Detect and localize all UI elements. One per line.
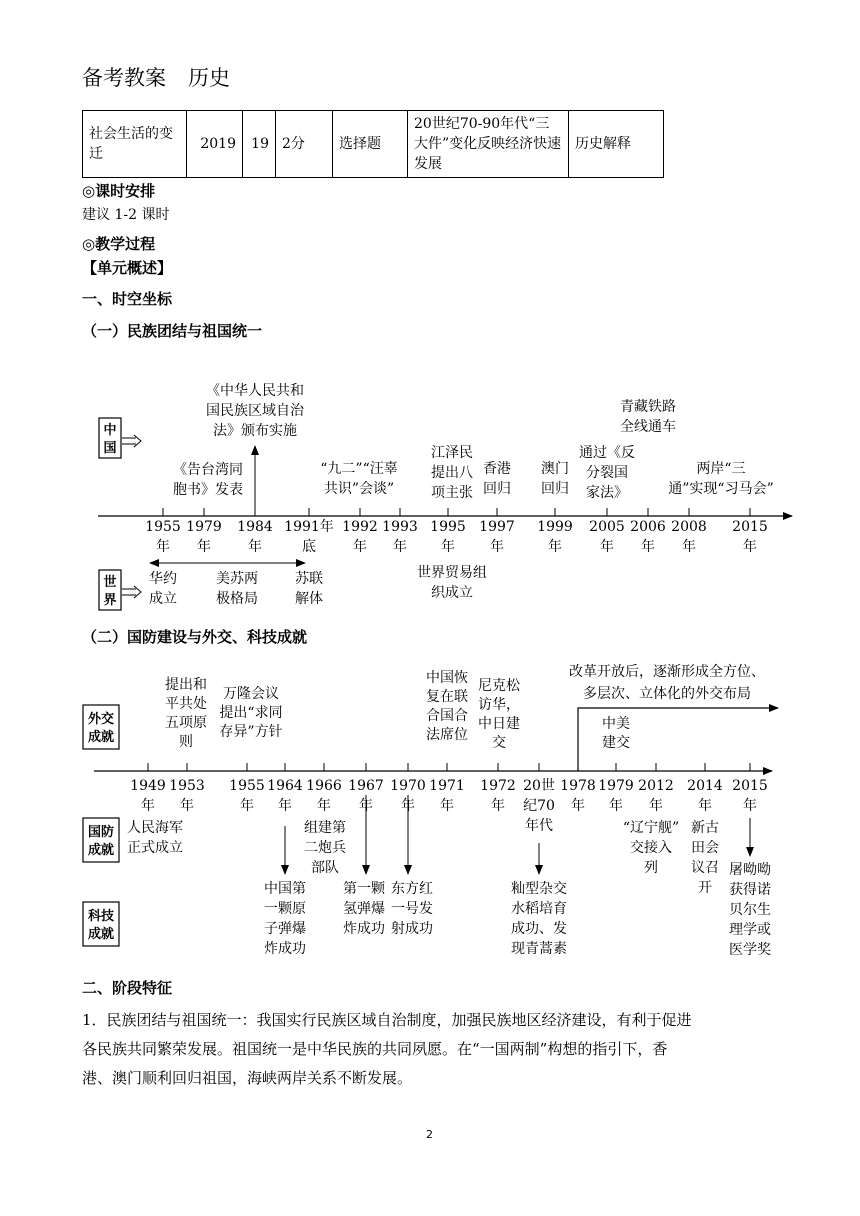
para-line: 港、澳门顺利回归祖国，海峡两岸关系不断发展。	[82, 1069, 413, 1087]
tick-year-label: 2012	[638, 778, 674, 794]
tick-suffix-label: 年	[743, 539, 757, 555]
china-event: 《告台湾同	[173, 462, 243, 478]
tick-year-label: 1964	[267, 778, 303, 794]
defense-event: 田会	[691, 840, 719, 856]
tick-suffix-label: 年	[393, 539, 407, 555]
tick-suffix-label: 年	[317, 798, 331, 814]
diplomacy-event: 存异”方针	[219, 724, 283, 740]
header-title: 备考教案	[82, 66, 166, 90]
diplomacy-event: 提出“求同	[219, 705, 283, 721]
diplomacy-event: 尼克松	[478, 678, 520, 694]
tick-year-label: 1966	[306, 778, 342, 794]
science-event: 医学奖	[729, 942, 771, 958]
timeline1-events	[149, 382, 774, 607]
header-subject: 历史	[188, 66, 230, 90]
china-label-1: 中	[103, 423, 117, 438]
tick-suffix-label: 年	[440, 798, 454, 814]
diplomacy-event: 建交	[602, 735, 630, 751]
science-event: 获得诺	[729, 882, 771, 898]
tick-year-label: 1993	[382, 519, 418, 535]
science-event: 屠呦呦	[729, 862, 771, 878]
tick-suffix-label: 年	[141, 798, 155, 814]
china-event: 回归	[541, 481, 569, 497]
china-event: 通过《反	[579, 445, 635, 461]
diplomacy-event: 提出和	[165, 677, 207, 693]
process-heading: ◎教学过程	[82, 235, 156, 253]
china-event: 提出八	[431, 465, 473, 481]
tick-era-label: 年代	[525, 818, 553, 834]
tick-suffix-label: 年	[401, 798, 415, 814]
diplomacy-event: 中国恢	[426, 670, 468, 686]
tick-year-label: 1955	[145, 519, 181, 535]
tick-year-label: 1984	[237, 519, 273, 535]
table-cell: 19	[243, 111, 276, 178]
tick-suffix-label: 年	[353, 539, 367, 555]
tick-suffix-label: 年	[609, 798, 623, 814]
tick-suffix-label: 年	[698, 798, 712, 814]
tick-suffix-label: 年	[278, 798, 292, 814]
defense-event: 组建第	[304, 820, 346, 836]
tick-year-label: 2015	[732, 519, 768, 535]
defense-label-1: 国防	[87, 825, 115, 840]
china-event: 青藏铁路	[620, 399, 676, 415]
science-event: 氢弹爆	[343, 901, 385, 917]
tick-suffix-label: 年	[359, 798, 373, 814]
china-event: 项主张	[431, 485, 473, 501]
tick-suffix-label: 年	[248, 539, 262, 555]
section1-title: 一、时空坐标	[82, 290, 173, 308]
schedule-text: 建议 1-2 课时	[82, 207, 170, 223]
tick-suffix-label: 年	[548, 539, 562, 555]
tick-suffix-label: 年	[649, 798, 663, 814]
science-event: 理学或	[729, 922, 771, 938]
china-event: 分裂国	[586, 465, 628, 481]
china-event: 共识”会谈”	[323, 481, 395, 497]
diplomacy-event: 改革开放后，逐渐形成全方位、	[569, 664, 765, 680]
science-event: 第一颗	[343, 881, 385, 897]
diplomacy-event: 中日建	[478, 716, 520, 732]
tick-year-label: 1999	[537, 519, 573, 535]
world-event: 世界贸易组	[417, 565, 487, 581]
tick-suffix-label: 年	[571, 798, 585, 814]
world-label-1: 世	[103, 575, 117, 590]
unit-heading: 【单元概述】	[82, 259, 173, 277]
tick-year-label: 1979	[598, 778, 634, 794]
china-event: 全线通车	[620, 419, 676, 435]
diplomacy-event: 万隆会议	[223, 686, 279, 702]
diplomacy-event: 平共处	[165, 696, 207, 712]
china-event: 香港	[483, 461, 511, 477]
table-cell: 社会生活的变迁	[83, 111, 187, 178]
defense-label-2: 成就	[87, 843, 115, 858]
diplomacy-event: 复在联	[426, 689, 468, 705]
world-label-2: 界	[103, 593, 117, 608]
defense-event: 议召	[691, 860, 719, 876]
schedule-heading: ◎课时安排	[82, 182, 156, 200]
defense-event: “辽宁舰”	[622, 820, 680, 836]
table-cell: 2019	[187, 111, 243, 178]
defense-event: 部队	[311, 860, 339, 876]
china-event: 江泽民	[431, 445, 473, 461]
para-line: 各民族共同繁荣发展。祖国统一是中华民族的共同夙愿。在“一国两制”构想的指引下，香	[82, 1040, 668, 1058]
defense-event: 开	[698, 880, 712, 896]
science-event: 籼型杂交	[511, 881, 567, 897]
science-event: 一号发	[391, 901, 433, 917]
tick-suffix-label: 纪70	[523, 798, 555, 814]
para-line: 1．民族团结与祖国统一：我国实行民族区域自治制度，加强民族地区经济建设，有利于促进	[82, 1011, 692, 1029]
china-event: 胞书》发表	[173, 482, 243, 498]
china-label-2: 国	[103, 441, 117, 456]
tick-year-label: 1992	[342, 519, 378, 535]
tick-year-label: 2005	[589, 519, 625, 535]
science-event: 东方红	[391, 881, 433, 897]
world-event: 华约	[149, 571, 177, 587]
tick-year-label: 2015	[732, 778, 768, 794]
diplomacy-event: 法席位	[426, 727, 468, 743]
science-event: 炸成功	[264, 941, 306, 957]
tick-year-label: 2008	[671, 519, 707, 535]
china-event: 通”实现“习马会”	[668, 481, 774, 497]
tick-suffix-label: 年	[240, 798, 254, 814]
tick-suffix-label: 年	[156, 539, 170, 555]
tick-year-label: 1997	[479, 519, 515, 535]
science-event: 成功、发	[511, 921, 567, 937]
china-event: “九二”“汪辜	[320, 461, 398, 477]
science-event: 贝尔生	[729, 902, 771, 918]
diplomacy-event: 则	[179, 734, 193, 750]
tick-year-label: 1970	[390, 778, 426, 794]
world-event: 成立	[149, 591, 177, 607]
world-event: 苏联	[295, 571, 323, 587]
world-event: 美苏两	[216, 571, 258, 587]
tick-suffix-label: 年	[743, 798, 757, 814]
china-event: 法》颁布实施	[213, 423, 297, 439]
science-label-1: 科技	[87, 909, 115, 924]
diplomacy-event: 交	[492, 735, 506, 751]
diplomacy-event: 五项原	[165, 715, 207, 731]
section2-paragraph	[82, 1006, 778, 1093]
world-event: 极格局	[216, 591, 258, 607]
tick-year-label: 1995	[430, 519, 466, 535]
table-cell: 20世纪70-90年代“三大件”变化反映经济快速发展	[408, 111, 569, 178]
tick-year-label: 1978	[560, 778, 596, 794]
tick-year-label: 1955	[229, 778, 265, 794]
world-arrow-icon	[134, 586, 141, 598]
tick-suffix-label: 年	[490, 539, 504, 555]
tick-year-label: 1979	[186, 519, 222, 535]
science-event: 一颗原	[264, 901, 306, 917]
defense-event: 正式成立	[127, 840, 183, 856]
defense-event: 人民海军	[127, 820, 183, 836]
section1-sub1: （一）民族团结与祖国统一	[82, 322, 263, 340]
tick-year-label: 2014	[687, 778, 723, 794]
timeline1-ticks	[145, 508, 768, 555]
tick-suffix-label: 年	[180, 798, 194, 814]
science-event: 现青蒿素	[511, 941, 567, 957]
science-event: 子弹爆	[264, 921, 306, 937]
table-cell: 选择题	[333, 111, 408, 178]
defense-event: 列	[644, 860, 658, 876]
defense-event: 交接入	[630, 840, 672, 856]
tick-year-label: 2006	[630, 519, 666, 535]
tick-suffix-label: 年	[600, 539, 614, 555]
diplomacy-event: 合国合	[426, 708, 468, 724]
tick-suffix-label: 年	[491, 798, 505, 814]
tick-suffix-label: 年	[641, 539, 655, 555]
tick-year-label: 1949	[130, 778, 166, 794]
tick-suffix-label: 年	[197, 539, 211, 555]
world-event: 解体	[295, 591, 323, 607]
diplomacy-label-1: 外交	[87, 712, 115, 727]
china-event: 国民族区域自治	[206, 403, 304, 419]
section2-title: 二、阶段特征	[82, 979, 173, 997]
defense-event: 新古	[691, 820, 719, 836]
page-number: 2	[426, 1128, 433, 1141]
tick-year-label: 1971	[429, 778, 465, 794]
china-event: 澳门	[541, 461, 569, 477]
tick-year-label: 1967	[348, 778, 384, 794]
table-cell: 2分	[276, 111, 333, 178]
science-event: 水稻培育	[511, 901, 567, 917]
tick-year-label: 1972	[480, 778, 516, 794]
china-event: 家法》	[586, 485, 628, 501]
table-cell: 历史解释	[569, 111, 664, 178]
tick-year-label: 1953	[169, 778, 205, 794]
tick-year-label: 20世	[523, 778, 555, 794]
china-event: 《中华人民共和	[206, 383, 304, 399]
china-arrow-icon	[134, 435, 141, 447]
world-event: 织成立	[431, 585, 473, 601]
diplomacy-label-2: 成就	[87, 730, 115, 745]
science-label-2: 成就	[87, 927, 115, 942]
china-event: 两岸“三	[696, 461, 746, 477]
tick-year-label: 1991年	[284, 519, 334, 535]
tick-suffix-label: 年	[682, 539, 696, 555]
science-event: 射成功	[391, 921, 433, 937]
diplomacy-event: 访华，	[478, 697, 520, 713]
diplomacy-event: 中美	[602, 716, 630, 732]
defense-event: 二炮兵	[304, 840, 346, 856]
diplomacy-event: 多层次、立体化的外交布局	[583, 686, 751, 702]
science-event: 炸成功	[343, 921, 385, 937]
china-event: 回归	[483, 481, 511, 497]
tick-suffix-label: 底	[302, 539, 316, 555]
science-event: 中国第	[264, 881, 306, 897]
section1-sub2: （二）国防建设与外交、科技成就	[82, 628, 308, 646]
tick-suffix-label: 年	[441, 539, 455, 555]
